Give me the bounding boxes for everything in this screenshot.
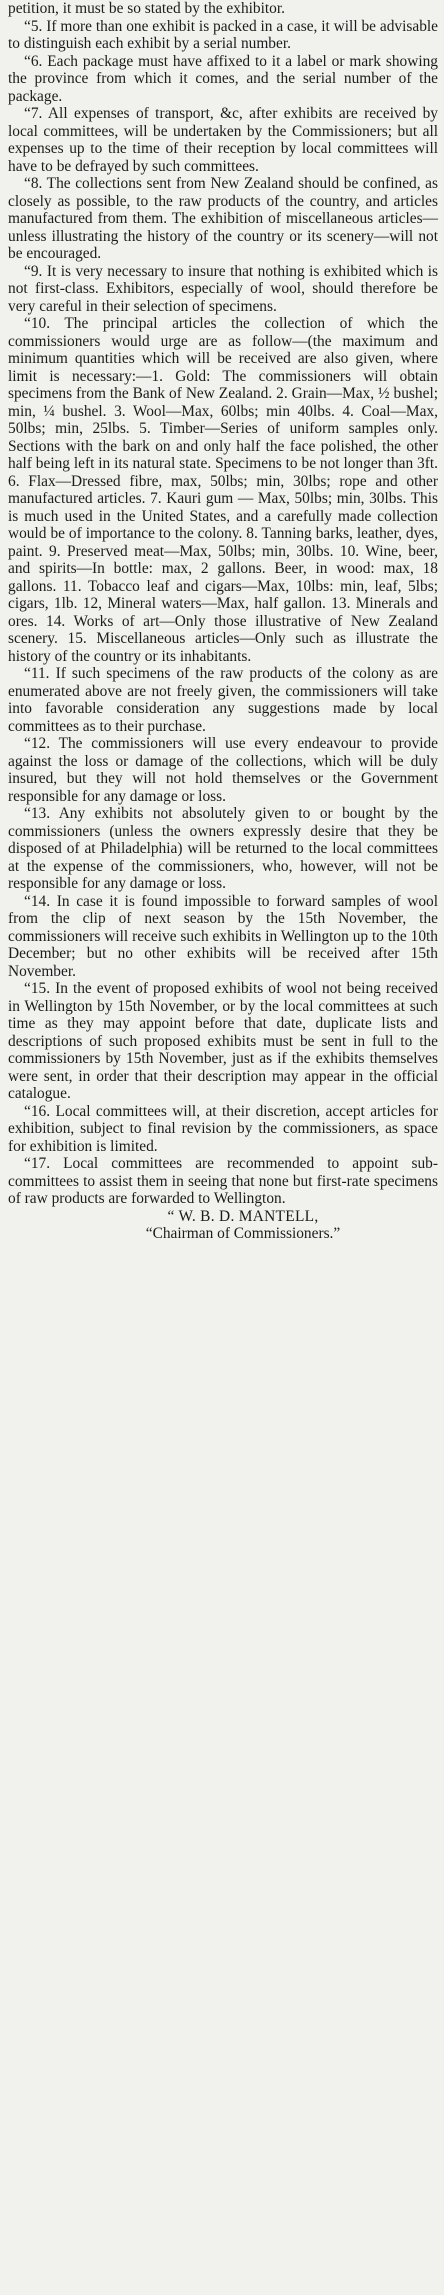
signature-name: “ W. B. D. MANTELL, (167, 1207, 319, 1225)
paragraph-rule-9: “9. It is very necessary to insure that nothing is exhibited which is not first-class. Exhibitors, especially of wool, should therefore be very careful in their selection of specimens. (8, 262, 438, 315)
paragraph-rule-7: “7. All expenses of transport, &c, after exhibits are received by local committees, will be undertaken by the Commissioners; but all expenses up to the time of their reception by local committees will have to be defrayed by such committees. (8, 105, 438, 175)
paragraph-rule-14: “14. In case it is found impossible to forward samples of wool from the clip of next season by the 15th November, the commissioners will receive such exhibits in Wellington up to the 10th December; but no other exhibits will be received after 15th November. (8, 892, 438, 980)
signature-title: “Chairman of Commissioners.” (145, 1225, 341, 1242)
paragraph-rule-12: “12. The commissioners will use every endeavour to provide against the loss or damage of the collections, which will be duly insured, but they will not hold themselves or the Government responsible for any damage or loss. (8, 735, 438, 805)
paragraph-rule-10: “10. The principal articles the collection of which the commissioners would urge are as follow—(the maximum and minimum quantities which will be received are also given, where limit is necessary:—1. Gold: The commissioners will obtain specimens from the Bank of New Zealand. 2. Grain—Max, ½ bushel; min, ¼ bushel. 3. Wool—Max, 60lbs; min 40lbs. 4. Coal—Max, 50lbs; min, 25lbs. 5. Timber—Series of uniform samples only. Sections with the bark on and only half the face polished, the other half being left in its natural state. Specimens to be not longer than 3ft. 6. Flax—Dressed fibre, max, 50lbs; min, 30lbs; rope and other manufactured articles. 7. Kauri gum — Max, 50lbs; min, 30lbs. This is much used in the United States, and a carefully made collection would be of importance to the colony. 8. Tanning barks, leather, dyes, paint. 9. Preserved meat—Max, 50lbs; min, 30lbs. 10. Wine, beer, and spirits—In bottle: max, 2 gallons. Beer, in wood: max, 18 gallons. 11. Tobacco leaf and cigars—Max, 10lbs: min, leaf, 5lbs; cigars, 1lb. 12, Mineral waters—Max, half gallon. 13. Minerals and ores. 14. Works of art—Only those illustrative of New Zealand scenery. 15. Miscellaneous articles—Only such as illustrate the history of the country or its inhabitants. (8, 315, 438, 665)
paragraph-rule-16: “16. Local committees will, at their discretion, accept articles for exhibition, subject to final revision by the commissioners, as space for exhibition is limited. (8, 1102, 438, 1155)
paragraph-rule-17: “17. Local committees are recommended to appoint sub-committees to assist them in seeing that none but first-rate specimens of raw products are forwarded to Wellington. (8, 1155, 438, 1207)
paragraph-rule-15: “15. In the event of proposed exhibits of wool not being received in Wellington by 15th November, or by the local committees at such time as they may appoint before that date, duplicate lists and descriptions of such proposed exhibits must be sent in full to the commissioners by 15th November, just as if the exhibits themselves were sent, in order that their description may appear in the official catalogue. (8, 980, 438, 1102)
paragraph-rule-11: “11. If such specimens of the raw products of the colony as are enumerated above are not freely given, the commissioners will take into favorable consideration any suggestions made by local committees as to their purchase. (8, 665, 438, 735)
paragraph-rule-6: “6. Each package must have affixed to it a label or mark showing the province from which it comes, and the serial number of the package. (8, 52, 438, 105)
paragraph-rule-13: “13. Any exhibits not absolutely given to or bought by the commissioners (unless the owners expressly desire that they be disposed of at Philadelphia) will be returned to the local committees at the expense of the commissioners, who, however, will not be responsible for any damage or loss. (8, 805, 438, 892)
paragraph-rule-5: “5. If more than one exhibit is packed in a case, it will be advisable to distinguish each exhibit by a serial number. (8, 17, 438, 52)
paragraph-continuation: petition, it must be so stated by the exhibitor. (8, 0, 286, 17)
paragraph-rule-8: “8. The collections sent from New Zealand should be confined, as closely as possible, to the raw products of the country, and articles manufactured from them. The exhibition of miscellaneous articles—unless illustrating the history of the country or its scenery—will not be encouraged. (8, 175, 438, 262)
